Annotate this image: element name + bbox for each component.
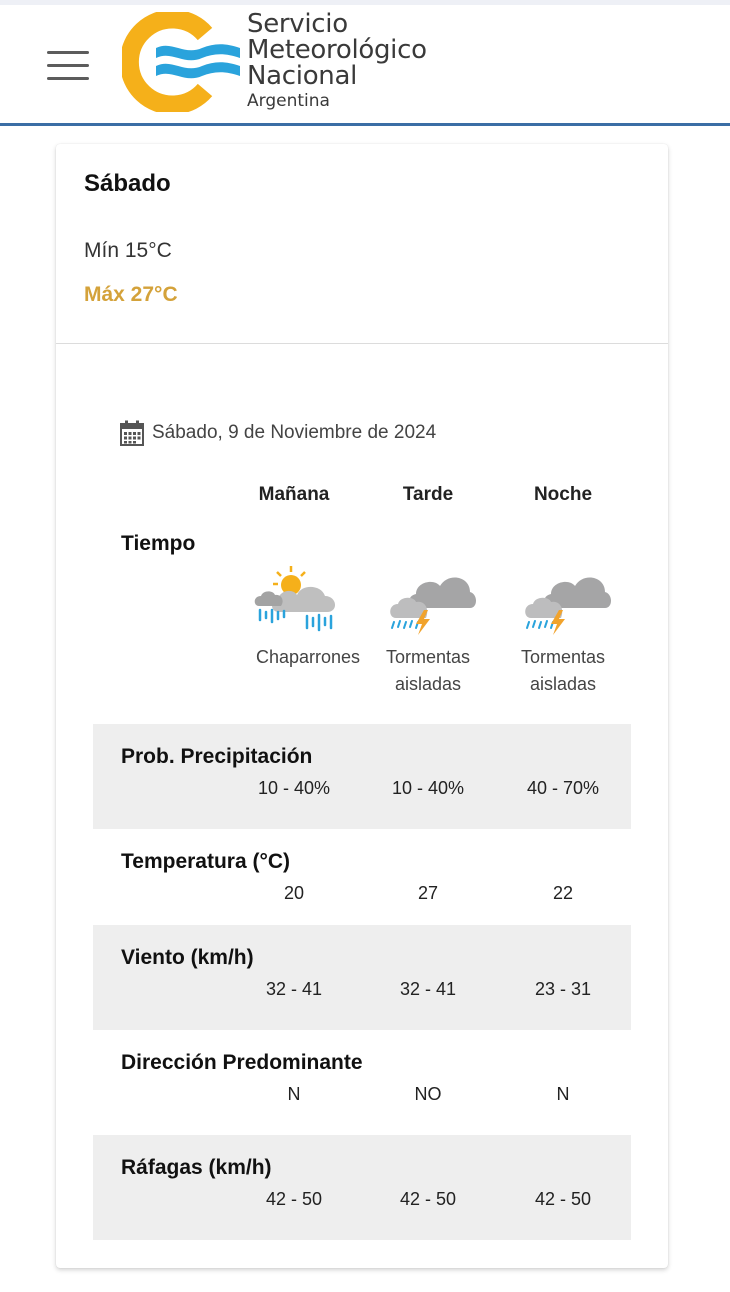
row-value: 40 - 70% bbox=[526, 778, 600, 798]
forecast-card bbox=[56, 144, 668, 1268]
forecast-date bbox=[120, 420, 436, 446]
period-header-night: Noche bbox=[533, 484, 593, 505]
row-value: 23 - 31 bbox=[534, 979, 592, 999]
date-text: Sábado, 9 de Noviembre de 2024 bbox=[152, 422, 437, 443]
row-label: Prob. Precipitación bbox=[121, 745, 313, 768]
logo-line-1: Servicio bbox=[247, 9, 348, 39]
row-value: 32 - 41 bbox=[399, 979, 457, 999]
calendar-icon bbox=[120, 420, 144, 446]
row-label: Temperatura (°C) bbox=[121, 850, 291, 873]
weather-desc-afternoon: Tormentas aisladas bbox=[385, 647, 471, 694]
row-value: NO bbox=[414, 1084, 442, 1104]
period-header-morning: Mañana bbox=[258, 484, 330, 505]
weather-row-label: Tiempo bbox=[121, 532, 196, 555]
smn-logo-icon[interactable] bbox=[122, 12, 242, 112]
row-value: 42 - 50 bbox=[265, 1189, 323, 1209]
row-value: 10 - 40% bbox=[391, 778, 465, 798]
wind-direction-row bbox=[93, 1030, 631, 1135]
max-temperature: Máx 27°C bbox=[84, 283, 178, 306]
cloud-storm-icon bbox=[386, 564, 476, 639]
weather-desc-morning: Chaparrones bbox=[255, 647, 361, 667]
row-value: 20 bbox=[283, 883, 305, 903]
site-header bbox=[0, 5, 730, 126]
card-divider bbox=[56, 343, 668, 344]
logo-line-2: Meteorológico bbox=[247, 35, 427, 65]
logo-text bbox=[247, 11, 427, 112]
min-temperature: Mín 15°C bbox=[84, 239, 172, 262]
period-header-afternoon: Tarde bbox=[402, 484, 454, 505]
gusts-row bbox=[93, 1135, 631, 1240]
row-label: Dirección Predominante bbox=[121, 1051, 363, 1074]
weather-desc-night: Tormentas aisladas bbox=[520, 647, 606, 694]
row-value: 22 bbox=[552, 883, 574, 903]
row-value: 42 - 50 bbox=[399, 1189, 457, 1209]
menu-bar bbox=[47, 51, 89, 54]
cloud-storm-icon bbox=[521, 564, 611, 639]
wind-row bbox=[93, 925, 631, 1030]
logo-line-3: Nacional bbox=[247, 61, 358, 91]
row-value: 32 - 41 bbox=[265, 979, 323, 999]
row-value: N bbox=[287, 1084, 301, 1104]
row-value: 27 bbox=[417, 883, 439, 903]
row-label: Ráfagas (km/h) bbox=[121, 1156, 272, 1179]
menu-bar bbox=[47, 64, 89, 67]
precip-probability-row bbox=[93, 724, 631, 829]
row-value: 42 - 50 bbox=[534, 1189, 592, 1209]
row-label: Viento (km/h) bbox=[121, 946, 254, 969]
menu-bar bbox=[47, 77, 89, 80]
logo-country: Argentina bbox=[247, 91, 330, 111]
temperature-row bbox=[93, 829, 631, 934]
hamburger-menu-icon[interactable] bbox=[47, 51, 89, 83]
day-title[interactable]: Sábado bbox=[84, 170, 171, 197]
row-value: 10 - 40% bbox=[257, 778, 331, 798]
row-value: N bbox=[556, 1084, 570, 1104]
sun-cloud-rain-icon bbox=[251, 564, 341, 639]
